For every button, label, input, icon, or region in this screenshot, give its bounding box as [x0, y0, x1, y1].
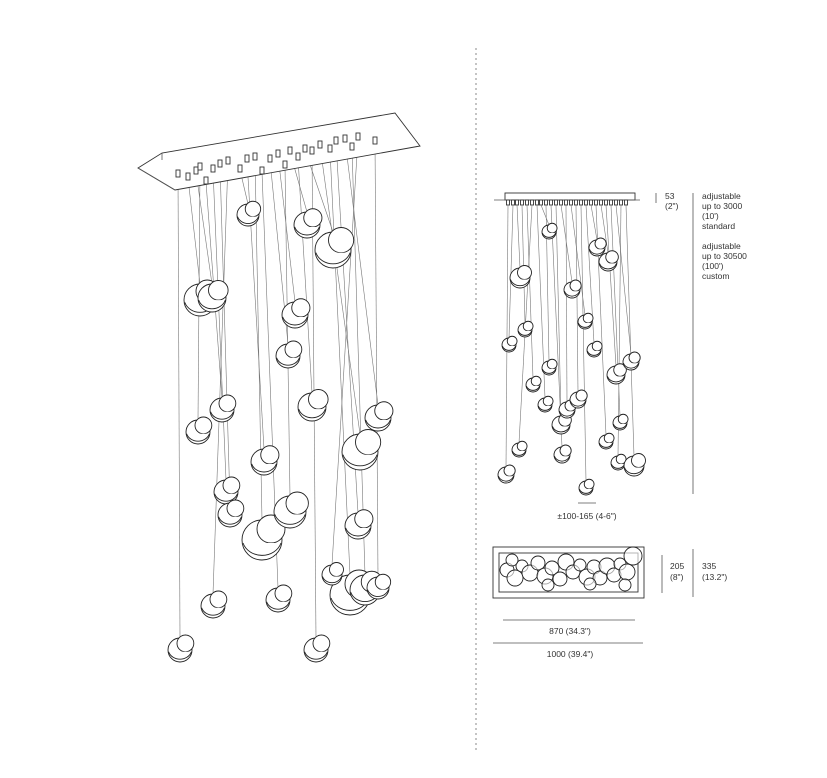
- socket: [545, 200, 548, 205]
- suspension-wire: [576, 205, 578, 392]
- plan-bubble: [542, 579, 554, 591]
- socket: [245, 155, 249, 162]
- canopy-height-label: 53: [665, 191, 675, 201]
- glass-cluster: [502, 336, 517, 352]
- adjust-standard-text: adjustable: [702, 191, 741, 201]
- plan-bubble: [553, 572, 567, 586]
- adjust-custom-value: up to 30500: [702, 251, 747, 261]
- glass-cluster: [599, 433, 614, 449]
- elevation-view: [494, 191, 747, 521]
- elevation-wires: [506, 205, 634, 481]
- suspension-wire: [522, 205, 525, 323]
- adjust-standard-feet: (10'): [702, 211, 719, 221]
- cluster-spread-label: ±100-165 (4-6"): [557, 511, 617, 521]
- plan-bubble: [619, 564, 635, 580]
- suspension-wire: [616, 205, 631, 354]
- plan-bubble: [619, 579, 631, 591]
- socket: [615, 200, 618, 205]
- socket: [373, 137, 377, 144]
- elevation-glass-clusters: [498, 223, 646, 495]
- perspective-glass-clusters: [168, 201, 393, 662]
- glass-cluster: [237, 201, 261, 226]
- suspension-wire: [213, 170, 226, 480]
- glass-cluster: [579, 479, 594, 495]
- socket: [610, 200, 613, 205]
- glass-cluster: [298, 390, 328, 422]
- depth-inner-inch-label: (8"): [670, 572, 684, 582]
- socket: [540, 200, 543, 205]
- socket: [204, 177, 208, 184]
- suspension-wire: [581, 205, 586, 481]
- socket: [194, 167, 198, 174]
- socket: [238, 165, 242, 172]
- socket: [334, 137, 338, 144]
- glass-cluster: [168, 635, 194, 662]
- socket: [253, 153, 257, 160]
- socket: [328, 145, 332, 152]
- suspension-wire: [517, 205, 520, 268]
- glass-cluster: [282, 299, 310, 328]
- adjust-custom-text: adjustable: [702, 241, 741, 251]
- glass-cluster: [315, 228, 354, 269]
- glass-cluster: [578, 313, 593, 329]
- width-inner-label: 870 (34.3"): [549, 626, 591, 636]
- socket: [565, 200, 568, 205]
- elevation-sockets: [507, 200, 628, 205]
- socket: [575, 200, 578, 205]
- glass-cluster: [274, 492, 308, 528]
- depth-outer-label: 335: [702, 561, 717, 571]
- socket: [620, 200, 623, 205]
- socket: [318, 141, 322, 148]
- suspension-wire: [285, 166, 290, 496]
- glass-cluster: [510, 266, 532, 289]
- socket: [303, 145, 307, 152]
- plan-bubble: [584, 578, 596, 590]
- perspective-view: [138, 113, 420, 662]
- glass-cluster: [554, 445, 571, 463]
- glass-cluster: [365, 402, 393, 431]
- socket: [595, 200, 598, 205]
- socket: [580, 200, 583, 205]
- glass-cluster: [542, 359, 557, 375]
- glass-cluster: [218, 500, 244, 527]
- socket: [260, 167, 264, 174]
- socket: [585, 200, 588, 205]
- socket: [590, 200, 593, 205]
- socket: [560, 200, 563, 205]
- socket: [176, 170, 180, 177]
- glass-cluster: [624, 454, 646, 477]
- suspension-wire: [527, 205, 533, 378]
- adjust-standard-value: up to 3000: [702, 201, 743, 211]
- glass-cluster: [526, 376, 541, 392]
- plan-view: [493, 547, 727, 659]
- socket: [605, 200, 608, 205]
- socket: [268, 155, 272, 162]
- plan-bubble: [506, 554, 518, 566]
- suspension-wire: [375, 142, 378, 577]
- glass-cluster: [607, 364, 626, 384]
- socket: [276, 150, 280, 157]
- suspension-wire: [332, 138, 358, 565]
- glass-cluster: [512, 441, 527, 457]
- socket: [356, 133, 360, 140]
- socket: [526, 200, 529, 205]
- glass-cluster: [542, 223, 557, 239]
- depth-outer-inch-label: (13.2"): [702, 572, 728, 582]
- socket: [521, 200, 524, 205]
- socket: [350, 143, 354, 150]
- glass-cluster: [276, 341, 302, 368]
- glass-cluster: [587, 341, 602, 357]
- suspension-wire: [566, 205, 567, 402]
- adjust-custom-feet: (100'): [702, 261, 724, 271]
- suspension-wire: [556, 205, 561, 416]
- socket: [186, 173, 190, 180]
- glass-cluster: [589, 238, 606, 256]
- socket: [211, 165, 215, 172]
- glass-cluster: [498, 465, 515, 483]
- socket: [536, 200, 539, 205]
- suspension-wire: [188, 178, 200, 284]
- socket: [198, 163, 202, 170]
- canopy-height-inch-label: (2"): [665, 201, 679, 211]
- suspension-wire: [506, 205, 508, 467]
- perspective-wires: [178, 138, 378, 638]
- socket: [625, 200, 628, 205]
- depth-inner-label: 205: [670, 561, 685, 571]
- socket: [226, 157, 230, 164]
- glass-cluster: [266, 585, 292, 612]
- glass-cluster: [186, 417, 212, 444]
- width-outer-label: 1000 (39.4"): [546, 649, 594, 659]
- socket: [343, 135, 347, 142]
- adjust-standard-kind: standard: [702, 221, 736, 231]
- glass-cluster: [210, 395, 236, 422]
- elevation-canopy: [505, 193, 635, 200]
- socket: [555, 200, 558, 205]
- glass-cluster: [201, 591, 227, 618]
- glass-cluster: [538, 396, 553, 412]
- glass-cluster: [342, 430, 381, 471]
- socket: [516, 200, 519, 205]
- socket: [531, 200, 534, 205]
- suspension-wire: [320, 146, 360, 434]
- plan-bubble: [624, 547, 642, 565]
- glass-cluster: [304, 635, 330, 662]
- socket: [296, 153, 300, 160]
- socket: [550, 200, 553, 205]
- glass-cluster: [294, 209, 322, 238]
- suspension-wire: [178, 175, 180, 638]
- socket: [288, 147, 292, 154]
- glass-cluster: [518, 321, 533, 337]
- plan-bubble: [507, 570, 523, 586]
- socket: [512, 200, 515, 205]
- socket: [310, 147, 314, 154]
- glass-cluster: [345, 510, 373, 539]
- glass-cluster: [251, 446, 279, 475]
- socket: [507, 200, 510, 205]
- adjust-custom-kind: custom: [702, 271, 730, 281]
- socket: [218, 160, 222, 167]
- socket: [283, 161, 287, 168]
- glass-cluster: [613, 414, 628, 430]
- suspension-wire: [541, 205, 549, 225]
- socket: [600, 200, 603, 205]
- glass-cluster: [623, 352, 640, 370]
- socket: [570, 200, 573, 205]
